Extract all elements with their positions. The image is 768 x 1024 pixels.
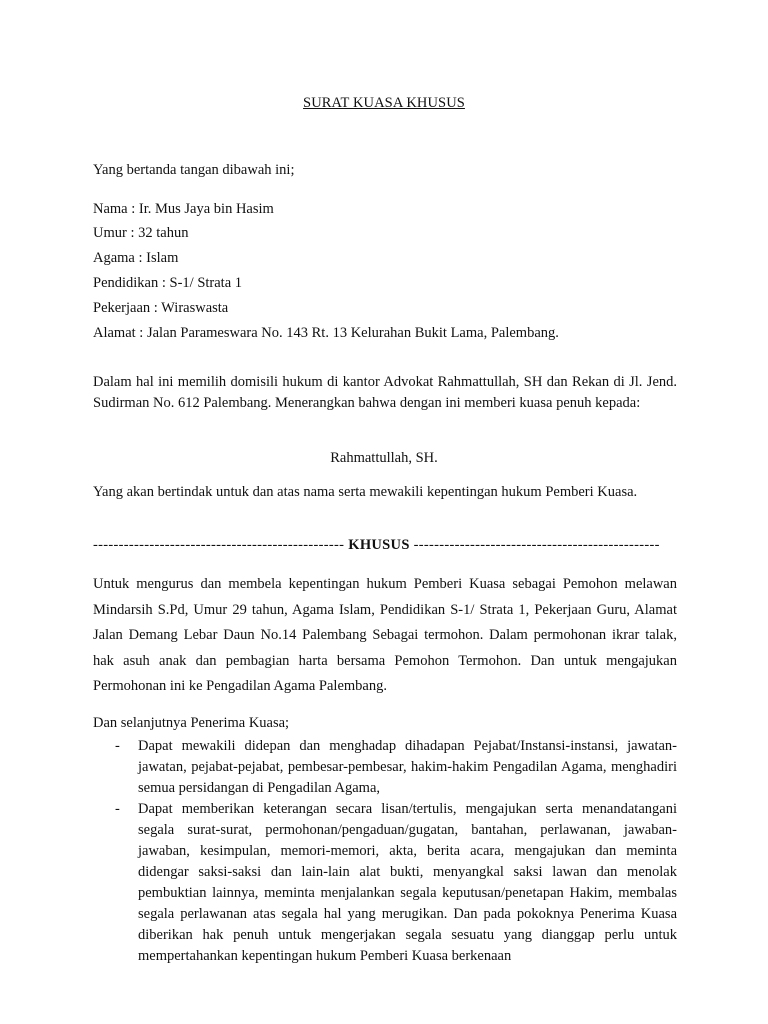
kuasa-recipient-name: Rahmattullah, SH.: [330, 450, 438, 466]
penerima-kuasa-list: [93, 736, 677, 967]
list-dash: -: [115, 738, 120, 754]
identity-agama: Agama : Islam: [93, 250, 179, 266]
divider-right-dashes: ------------------------------------------------: [413, 537, 660, 553]
bertindak-paragraph: Yang akan bertindak untuk dan atas nama serta mewakili kepentingan hukum Pemberi Kuasa.: [93, 484, 638, 500]
list-item-text: Dapat memberikan keterangan secara lisan/tertulis, mengajukan serta menandatangani segala surat-surat, permohonan/pengaduan/gugatan, bantahan, perlawanan, jawaban-jawaban, kesimpulan, memori-memori, akta, berita acara, mengajukan dan meminta didengar saksi-saksi dan lain-lain alat bukti, menyangkal saksi lawan dan menolak pembuktian lainnya, meminta menjalankan segala keputusan/penetapan Hakim, membalas segala perlawanan atas segala hal yang merugikan. Dan pada pokoknya Penerima Kuasa diberikan hak penuh untuk mengerjakan segala sesuatu yang dianggap perlu untuk mempertahankan kepentingan hukum Pemberi Kuasa berkenaan: [138, 801, 677, 964]
divider-left-dashes: -------------------------------------------------: [93, 537, 345, 553]
identity-alamat: Alamat : Jalan Parameswara No. 143 Rt. 13 Kelurahan Bukit Lama, Palembang.: [93, 325, 559, 341]
identity-umur: Umur : 32 tahun: [93, 225, 189, 241]
divider-label: KHUSUS: [348, 537, 410, 553]
identity-pendidikan: Pendidikan : S-1/ Strata 1: [93, 275, 243, 291]
list-dash: -: [115, 801, 120, 817]
selanjutnya-text: Dan selanjutnya Penerima Kuasa;: [93, 715, 290, 731]
domisili-paragraph: Dalam hal ini memilih domisili hukum di kantor Advokat Rahmattullah, SH dan Rekan di Jl. Jend. Sudirman No. 612 Palembang. Menerangkan bahwa dengan ini memberi kuasa penuh kepada:: [93, 374, 677, 411]
document-title: SURAT KUASA KHUSUS: [303, 95, 465, 111]
intro-text: Yang bertanda tangan dibawah ini;: [93, 162, 295, 178]
list-item-text: Dapat mewakili didepan dan menghadap dihadapan Pejabat/Instansi-instansi, jawatan-jawatan, pejabat-pejabat, pembesar-pembesar, hakim-hakim Pengadilan Agama, menghadiri semua persidangan di Pengadilan Agama,: [138, 738, 677, 796]
list-item: [93, 799, 677, 967]
untuk-paragraph: Untuk mengurus dan membela kepentingan hukum Pemberi Kuasa sebagai Pemohon melawan Mindarsih S.Pd, Umur 29 tahun, Agama Islam, Pendidikan S-1/ Strata 1, Pekerjaan Guru, Alamat Jalan Demang Lebar Daun No.14 Palembang Sebagai termohon. Dalam permohonan ikrar talak, hak asuh anak dan pembagian harta bersama Pemohon Termohon. Dan untuk mengajukan Permohonan ini ke Pengadilan Agama Palembang.: [93, 576, 677, 694]
list-item: [93, 736, 677, 799]
identity-pekerjaan: Pekerjaan : Wiraswasta: [93, 300, 229, 316]
identity-nama: Nama : Ir. Mus Jaya bin Hasim: [93, 201, 274, 217]
khusus-divider: [93, 537, 677, 554]
